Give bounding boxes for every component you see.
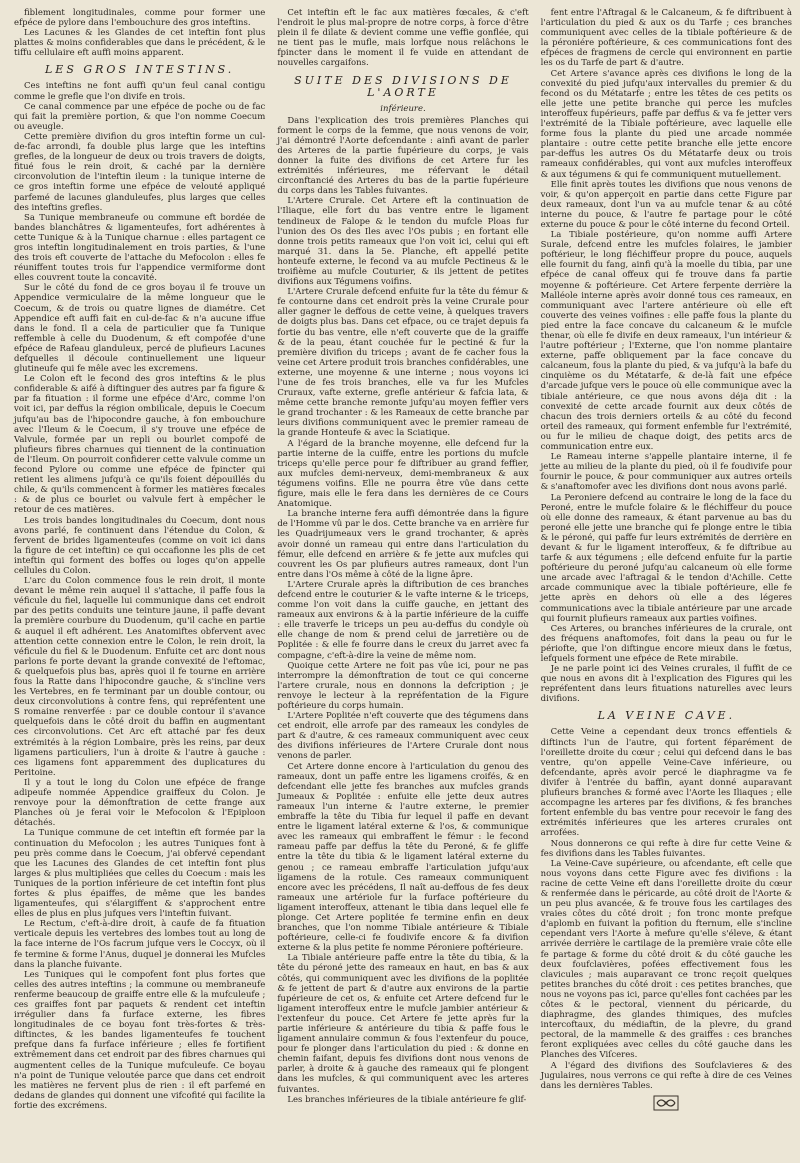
paragraph: Il y a tout le long du Colon une efpéce de frange adipeufe nommée Appendice graiffeux du Colon. Je renvoye pour la démonftration de cette frange aux Planches où je ferai voir le Mefocolon & l'Epiploon détachés. [14, 777, 266, 829]
paragraph: A l'égard des divifions des Soufclavieres & des Jugulaires, nous verrons ce qui refte à dire de ces Veines dans les dernières Tables. [540, 1060, 792, 1091]
paragraph: A l'égard de la branche moyenne, elle defcend fur la partie interne de la cuiffe, entre les portions du mufcle triceps qu'elle perce pour fe diftribuer au grand feffier, aux mufcles demi-nerveux, demi-membraneux & aux tégumens voifins. Elle ne pourra être vûe dans cette figure, mais elle le fera dans les dernières de ce Cours Anatomique. [277, 438, 529, 510]
paragraph: La Veine-Cave supérieure, ou afcendante, eft celle que nous voyons dans cette Figure avec fes divifions : la racine de cette Veine eft dans l'oreillette droite du cœur & renfermée dans le péricarde, au côté droit de l'Aorte & un peu plus avancée, & fe trouve fous les cartilages des vraies côtes du côté droit ; fon tronc monte prefque d'aplomb en fuivant la pofition du fternum, elle s'incline cependant vers l'Aorte à mefure qu'elle s'éleve, & étant arrivée derrière le cartilage de la première vraie côte elle fe partage & forme du côté droit & du côté gauche les deux foufclavières, pofées effectivement fous les clavicules ; mais auparavant ce tronc reçoit quelques petites branches du côté droit : ces petites branches, que nous ne voyons pas ici, parce qu'elles font cachées par les côtes & le pectoral, viennent du péricarde, du diaphragme, des glandes thimiques, des mufcles intercoftaux, du médiaftin, de la plevre, du grand pectoral, de la mammelle & des graiffes : ces branches feront expliquées avec celles du côté gauche dans les Planches des Viſceres. [540, 858, 792, 1061]
paragraph: Quoique cette Artere ne foit pas vûe ici, pour ne pas interrompre la démonftration de tout ce qui concerne l'artere crurale, nous en donnons la defcription ; je renvoye le lecteur à la repréfentation de la Figure poftérieure du corps humain. [277, 660, 529, 711]
paragraph: Cet inteftin eft le fac aux matières fœcales, & c'eft l'endroit le plus mal-propre de notre corps, à force d'être plein il fe dilate & devient comme une veffie gonflée, qui ne tient pas le mufle, mais lorfque nous relâchons le fpincter dans le moment il fe vuide en attendant de nouvelles cargaifons. [277, 8, 529, 69]
paragraph: L'Artere Crurale après la diftribution de ces branches defcend entre le couturier & le vafte interne & le triceps, comme l'on voit dans la cuiffe gauche, en jettant des rameaux aux environs & à la partie inférieure de la cuiffe : elle traverfe le triceps un peu au-deffus du condyle où elle change de nom & prend celui de jarretière ou de Poplitée : & elle fe fourre dans le creux du jarret avec fa compagne, c'eft-à-dire la veine de même nom. [277, 579, 529, 661]
paragraph: Cette Veine a cependant deux troncs effentiels & diftincts l'un de l'autre, qui fortent féparément de l'oreillette droite du cœur ; celui qui defcend dans le bas ventre, qu'on appelle Veine-Cave inférieure, ou defcendante, après avoir percé le diaphragme va fe divifer à l'entrée du baffin, ayant donné auparavant plufieurs branches & formé avec l'Aorte les Iliaques ; elle accompagne les arteres par fes divifions, & fes branches fortent enfemble du bas ventre pour recevoir le fang des extrémités inférieures que les arteres crurales ont arrofées. [540, 727, 792, 839]
paragraph: Ce canal commence par une efpéce de poche ou de fac qui fait la première portion, & que l'on nomme Coecum ou aveugle. [14, 101, 266, 132]
paragraph: Les trois bandes longitudinales du Coecum, dont nous avons parlé, fe continuent dans l'étendue du Colon, & fervent de brides ligamenteufes (comme on voit ici dans la figure de cet inteftin) ce qui occafionne les plis de cet inteftin qui forment des boffes ou loges qu'on appelle cellules du Colon. [14, 515, 266, 576]
paragraph: La branche interne fera auffi démontrée dans la figure de l'Homme vû par le dos. Cette branche va en arrière fur les Quadrijumeaux vers le grand trochanter, & après avoir donné un rameau qui entre dans l'articulation du fémur, elle defcend en arrière & fe jette aux mufcles qui couvrent les Os par plufieurs autres rameaux, dont l'un entre dans l'Os même à côté de la ligne âpre. [277, 509, 529, 580]
paragraph: fiblement longitudinales, comme pour former une efpéce de pylore dans l'embouchure des gros inteftins. [14, 8, 266, 29]
paragraph: Les Tuniques qui le compofent font plus fortes que celles des autres inteftins ; la commune ou membraneufe renferme beaucoup de graiffe entre elle & la mufculeufe ; ces graiffes font par paquets & rendent cet inteftin irrégulier dans fa furface externe, les fibres longitudinales de ce boyau font très-fortes & très-diftinctes, & les bandes ligamenteufes fe touchent prefque dans fa furface inférieure ; elles fe fortifient extrêmement dans cet endroit par des fibres charnues qui augmentent celles de la Tunique mufculeufe. Ce boyau n'a point de Tunique veloutée parce que dans cet endroit les matières ne fervent plus de rien : il eft parfemé en dedans de glandes qui donnent une vifcofité qui facilite la fortie des excrémens. [14, 969, 266, 1111]
paragraph: Cette première divifion du gros inteftin forme un cul-de-fac arrondi, fa double plus large que les inteftins grefles, de la longueur de deux ou trois travers de doigts, fitué fous le rein droit, & caché par la dernière circonvolution de l'inteftin ileum : la tunique interne de ce gros inteftin forme une efpéce de velouté appliqué parfemé de lacunes glanduleufes, plus larges que celles des inteftins grefles. [14, 131, 266, 213]
text-column-left [14, 8, 265, 1163]
paragraph: Le Colon eft le fecond des gros inteftins & le plus confiderable & aifé à diftinguer des autres par fa figure & par fa fituation : il forme une efpéce d'Arc, comme l'on voit ici, par deffus la région ombilicale, depuis le Coecum jufqu'au bas de l'hipocondre gauche, à fon embouchure avec l'Ileum & le Coecum, il s'y trouve une efpéce de Valvule, formée par un repli ou bourlet compofé de plufieurs fibres charnues qui tiennent de la continuation de l'Ileum. On pourroit confiderer cette valvule comme un fecond Pylore ou comme une efpéce de fpincter qui retient les alimens jufqu'à ce qu'ils foient dépouillés du chile, & qu'ils commencent à former les matières fœcales : & de plus ce bourlet ou valvule fert à empêcher le retour de ces matières. [14, 374, 266, 516]
paragraph: Les Lacunes & les Glandes de cet inteftin font plus plattes & moins confiderables que dans le précédent, & le tiffu cellulaire eft auffi moins apparent. [14, 28, 266, 59]
paragraph: La Tunique commune de cet inteftin eft formée par la continuation du Mefocolon ; les autres Tuniques font à peu près comme dans le Coecum, j'ai obfervé cependant que les Lacunes des Glandes de cet inteftin font plus larges & plus multipliées que celles du Coecum : mais les Tuniques de la portion inférieure de cet inteftin font plus fortes & plus épaiffes, de même que les bandes ligamenteufes, qui s'élargiffent & s'approchent entre elles de plus en plus jufques vers l'inteftin fuivant. [14, 828, 266, 920]
paragraph: Ces inteftins ne font auffi qu'un feul canal contigu comme le grefle que l'on divife en trois. [14, 81, 266, 102]
paragraph: Cet Artere s'avance après ces divifions le long de la convexité du pied jufqu'aux intervalles du premier & du fecond os du Métatarfe ; entre les têtes de ces petits os elle jette une petite branche qui perce les mufcles interoffeux fupérieurs, paffe par deffus & va fe jetter vers l'extrémité de la Tibiale poftérieure, avec laquelle elle forme fous la plante du pied une arcade nommée plantaire : outre cette petite branche elle jette encore par-deffus les autres Os du Métatarfe deux ou trois rameaux confidérables, qui vont aux mufcles interoffeux & aux tégumens & qui fe communiquent mutuellement. [540, 68, 792, 180]
paragraph: L'Artere Poplitée n'eft couverte que des tégumens dans cet endroit, elle arrofe par des rameaux les condyles de part & d'autre, & ces rameaux communiquent avec ceux des divifions inférieures de l'Artere Crurale dont nous venons de parler. [277, 711, 529, 762]
text-column-middle [277, 8, 528, 1163]
paragraph: Ces Arteres, ou branches inférieures de la crurale, ont des fréquens anaftomofes, foit dans la peau ou fur le périofte, que l'on diftingue encore mieux dans le fœtus, lefquels forment une efpéce de Rete mirabile. [540, 623, 792, 664]
paragraph: Le Rameau interne s'appelle plantaire interne, il fe jette au milieu de la plante du pied, où il fe foudivife pour fournir le pouce, & pour communiquer aux autres orteils & s'anaftomofer avec les divifions dont nous avons parlé. [540, 452, 792, 493]
paragraph: L'arc du Colon commence fous le rein droit, il monte devant le même rein auquel il s'attache, il paffe fous la véficule du fiel, laquelle lui communique dans cet endroit par des petits conduits une teinture jaune, il paffe devant la première courbure du Duodenum, qu'il cache en partie & auquel il eft adhérent. Les Anatomiftes obfervent avec attention cette connexion entre le Colon, le rein droit, la véficule du fiel & le Duodenum. Enfuite cet arc dont nous parlons fe porte devant la grande convexité de l'eftomac, & quelquefois plus bas, après quoi il fe tourne en arrière fous la Ratte dans l'hipocondre gauche, & s'incline vers les Vertebres, en fe terminant par un double contour, ou deux circonvolutions à contre fens, qui repréfentent une S romaine renverfée : par ce double contour il s'avance quelquefois dans le côté droit du baffin en augmentant ces circonvolutions. Cet Arc eft attaché par fes deux extrémités à la région Lombaire, près les reins, par deux ligamens particuliers, l'un à droite & l'autre à gauche : ces ligamens font apparemment des duplicatures du Peritoine. [14, 576, 266, 778]
paragraph: La Tibiale postérieure, qu'on nomme auffi Artere Surale, defcend entre les mufcles folaires, le jambier poftérieur, le long fléchiffeur propre du pouce, auquels elle fournit du fang, ainfi qu'à la moelle du tibia, par une efpéce de canal offeux qui fe trouve dans fa partie moyenne & poftérieure. Cet Artere ferpente derrière la Malléole interne après avoir donné tous ces rameaux, en communiquant avec l'artere antérieure où elle eft couverte des veines voifines : elle paffe fous la plante du pied entre la face concave du calcaneum & le mufcle thenar, où elle fe divife en deux rameaux, l'un intérieur & l'autre poftérieur ; l'Externe, que l'on nomme plantaire externe, paffe obliquement par la face concave du calcaneum, fous la plante du pied, & va jufqu'à la bafe du cinquième os du Métatarfe, & de-là fait une efpéce d'arcade jufque vers le pouce où elle communique avec la tibiale antérieure, ce que nous avons déja dit : la convexité de cette arcade fournit aux deux côtés de chacun des trois derniers orteils & au côté du fecond orteil des rameaux, qui forment enfemble fur l'extrémité, ou fur le milieu de chaque doigt, des petits arcs de communication entre eux. [540, 230, 792, 453]
paragraph: La Peroniere defcend au contraire le long de la face du Peroné, entre le mufcle folaire & le fléchiffeur du pouce où elle donne des rameaux, & étant parvenue au bas du peroné elle jette une branche qui fe plonge entre le tibia & le péroné, qui paffe fur leurs extrémités de derrière en devant & fur le ligament interoffeux, & fe diftribue au tarfe & aux tégumens ; elle defcend enfuite fur la partie poftérieure du peroné jufqu'au calcaneum où elle forme une arcade avec l'aftragal & le tendon d'Achille. Cette arcade communique avec la tibiale poftérieure, elle fe jette après en dehors où elle a des légeres communications avec la tibiale antérieure par une arcade qui fournit plufieurs rameaux aux parties voifines. [540, 492, 792, 624]
paragraph: Je ne parle point ici des Veines crurales, il fuffit de ce que nous en avons dit à l'explication des Figures qui les repréfentent dans leurs fituations naturelles avec leurs divifions. [540, 664, 792, 705]
paragraph: L'Artere Crurale defcend enfuite fur la tête du fémur & fe contourne dans cet endroit près la veine Crurale pour aller gagner le deffous de cette veine, à quelques travers de doigts plus bas. Dans cet efpace, ou ce trajet depuis fa fortie du bas ventre, elle n'eft couverte que de la graiffe & de la peau, étant couchée fur le pectiné & fur la première divifion du triceps ; avant de fe cacher fous la veine cet Artere produit trois branches confidérables, une externe, une moyenne & une interne ; nous voyons ici l'une de fes trois branches, elle va fur les Mufcles Cruraux, vafte externe, grefle antérieur & fafcia lata, & même cette branche remonte jufqu'au moyen feffier vers le grand trochanter : & les Rameaux de cette branche par leurs divifions communiquent avec le premier rameau de la grande Honteufe & avec la Sciatique. [277, 287, 529, 439]
paragraph: Dans l'explication des trois premières Planches qui forment le corps de la femme, que nous venons de voir, j'ai démontré l'Aorte defcendante : ainfi avant de parler des Arteres de la partie fupérieure du corps, je vais donner la fuite des divifions de cet Artere fur les extrémités inférieures, me réfervant le détail circonftancié des Arteres du bas de la partie fupérieure du corps dans les Tables fuivantes. [277, 115, 529, 197]
paragraph: Sa Tunique membraneufe ou commune eft bordée de bandes blanchâtres & ligamenteufes, fort adhérentes à cette Tunique & à la Tunique charnue : elles partagent ce gros inteftin longitudinalement en trois parties, & l'une des trois eft couverte de l'attache du Mefocolon : elles fe réuniffent toutes trois fur l'appendice vermiforme dont elles couvrent toute la concavité. [14, 212, 266, 284]
paragraph: fent entre l'Aftragal & le Calcaneum, & fe diftribuent à l'articulation du pied & aux os du Tarfe ; ces branches communiquent avec celles de la tibiale poftérieure & de la péroniére poftérieure, & ces communications font des efpéces de fragmens de cercle qui environnent en partie les os du Tarfe de part & d'autre. [540, 8, 792, 69]
paragraph: Le Rectum, c'eft-à-dire droit, à caufe de fa fituation verticale depuis les vertebres des lombes tout au long de la face interne de l'Os facrum jufque vers le Coccyx, où il fe termine & forme l'Anus, duquel je donnerai les Mufcles dans la planche fuivante. [14, 919, 266, 970]
paragraph: Elle finit après toutes les divifions que nous venons de voir, & qu'on apperçoit en partie dans cette Figure par deux rameaux, dont l'un va au mufcle tenar & au côté interne du pouce, & l'autre fe partage pour le côté externe du pouce & pour le côté interne du fecond Orteil. [540, 179, 792, 230]
paragraph: Les branches inférieures de la tibiale antérieure fe glif- [287, 1094, 527, 1105]
section-heading-aorte: SUITE DES DIVISIONS DE L'AORTE [294, 73, 512, 99]
paragraph: Cet Artere donne encore à l'articulation du genou des rameaux, dont un paffe entre les ligamens croifés, & en defcendant elle jette fes branches aux mufcles grands Jumeaux & Poplitée : enfuite elle jette deux autres rameaux l'un interne & l'autre externe, le premier embraffe la tête du Tibia fur lequel il paffe en devant entre le ligament latéral externe & l'os, & communique avec les rameaux qui embraffent le fémur : le fecond rameau paffe par deffus la tête du Peroné, & fe gliffe entre la tête du tibia & le ligament latéral externe du genou ; ce rameau embraffe l'articulation jufqu'aux ligamens de la rotule. Ces rameaux communiquent encore avec les précédens, Il naît au-deffous de fes deux rameaux une artériole fur la furface poftérieure du ligament interoffeux, attenant le tibia dans lequel elle fe plonge. Cet Artere poplitée fe termine enfin en deux branches, que l'on nomme Tibiale antérieure & Tibiale poftérieure, celle-ci fe foudivife encore & fa divifion externe & la plus petite fe nomme Péroniere poftérieure. [277, 761, 529, 954]
text-column-right [541, 8, 792, 1163]
paragraph: La Tibiale antérieure paffe entre la tête du tibia, & la tête du péroné jette des rameaux en haut, en bas & aux côtés, qui communiquent avec les divifions de la poplitée & fe jettent de part & d'autre aux environs de la partie fupérieure de cet os, & enfuite cet Artere defcend fur le ligament interoffeux entre le mufcle jambier antérieur & l'extenfeur du pouce. Cet Artere fe jette après fur la partie inférieure & antérieure du tibia & paffe fous le ligament annulaire commun & fous l'extenfeur du pouce, pour fe plonger dans l'articulation du pied : & donne en chemin faifant, depuis fes divifions dont nous venons de parler, à droite & à gauche des rameaux qui fe plongent dans les mufcles, & qui communiquent avec les arteres fuivantes. [277, 953, 529, 1095]
section-heading-gros-intestins: LES GROS INTESTINS. [45, 63, 235, 77]
paragraph: Sur le côté du fond de ce gros boyau il fe trouve un Appendice vermiculaire de la même longueur que le Coecum, & de trois ou quatre lignes de diamétre. Cet Appendice eft auffi fait en cul-de-fac & n'a aucune iffue dans le fond. Il a cela de particulier que fa Tunique reffemble à celle du Duodenum, & eft compofée d'une efpéce de Rafeau glanduleux, percé de plufieurs Lacunes defquelles il découle continuellement une liqueur glutineufe qui fe mêle avec les excremens. [14, 283, 266, 375]
printer-ornament-icon [653, 1095, 679, 1111]
section-heading-veine-cave: LA VEINE CAVE. [597, 709, 736, 723]
paragraph: L'Artere Crurale. Cet Artere eft la continuation de l'Iliaque, elle fort du bas ventre entre le ligament tendineux de Falope & le tendon du mufcle Ploas fur l'union des Os des Iles avec l'Os pubis ; en fortant elle donne trois petits rameaux que l'on voit ici, celui qui eft marqué 31. dans la 5e. Planche, eft appellé petite honteufe externe, le fecond va au mufcle Pectineus & le troifième au mufcle Couturier, & ils jettent de petites divifions aux Tégumens voifins. [277, 196, 529, 288]
section-subheading: inférieure. [380, 103, 426, 114]
paragraph: Nous donnerons ce qui refte à dire fur cette Veine & fes divifions dans les Tables fuivantes. [540, 838, 792, 859]
